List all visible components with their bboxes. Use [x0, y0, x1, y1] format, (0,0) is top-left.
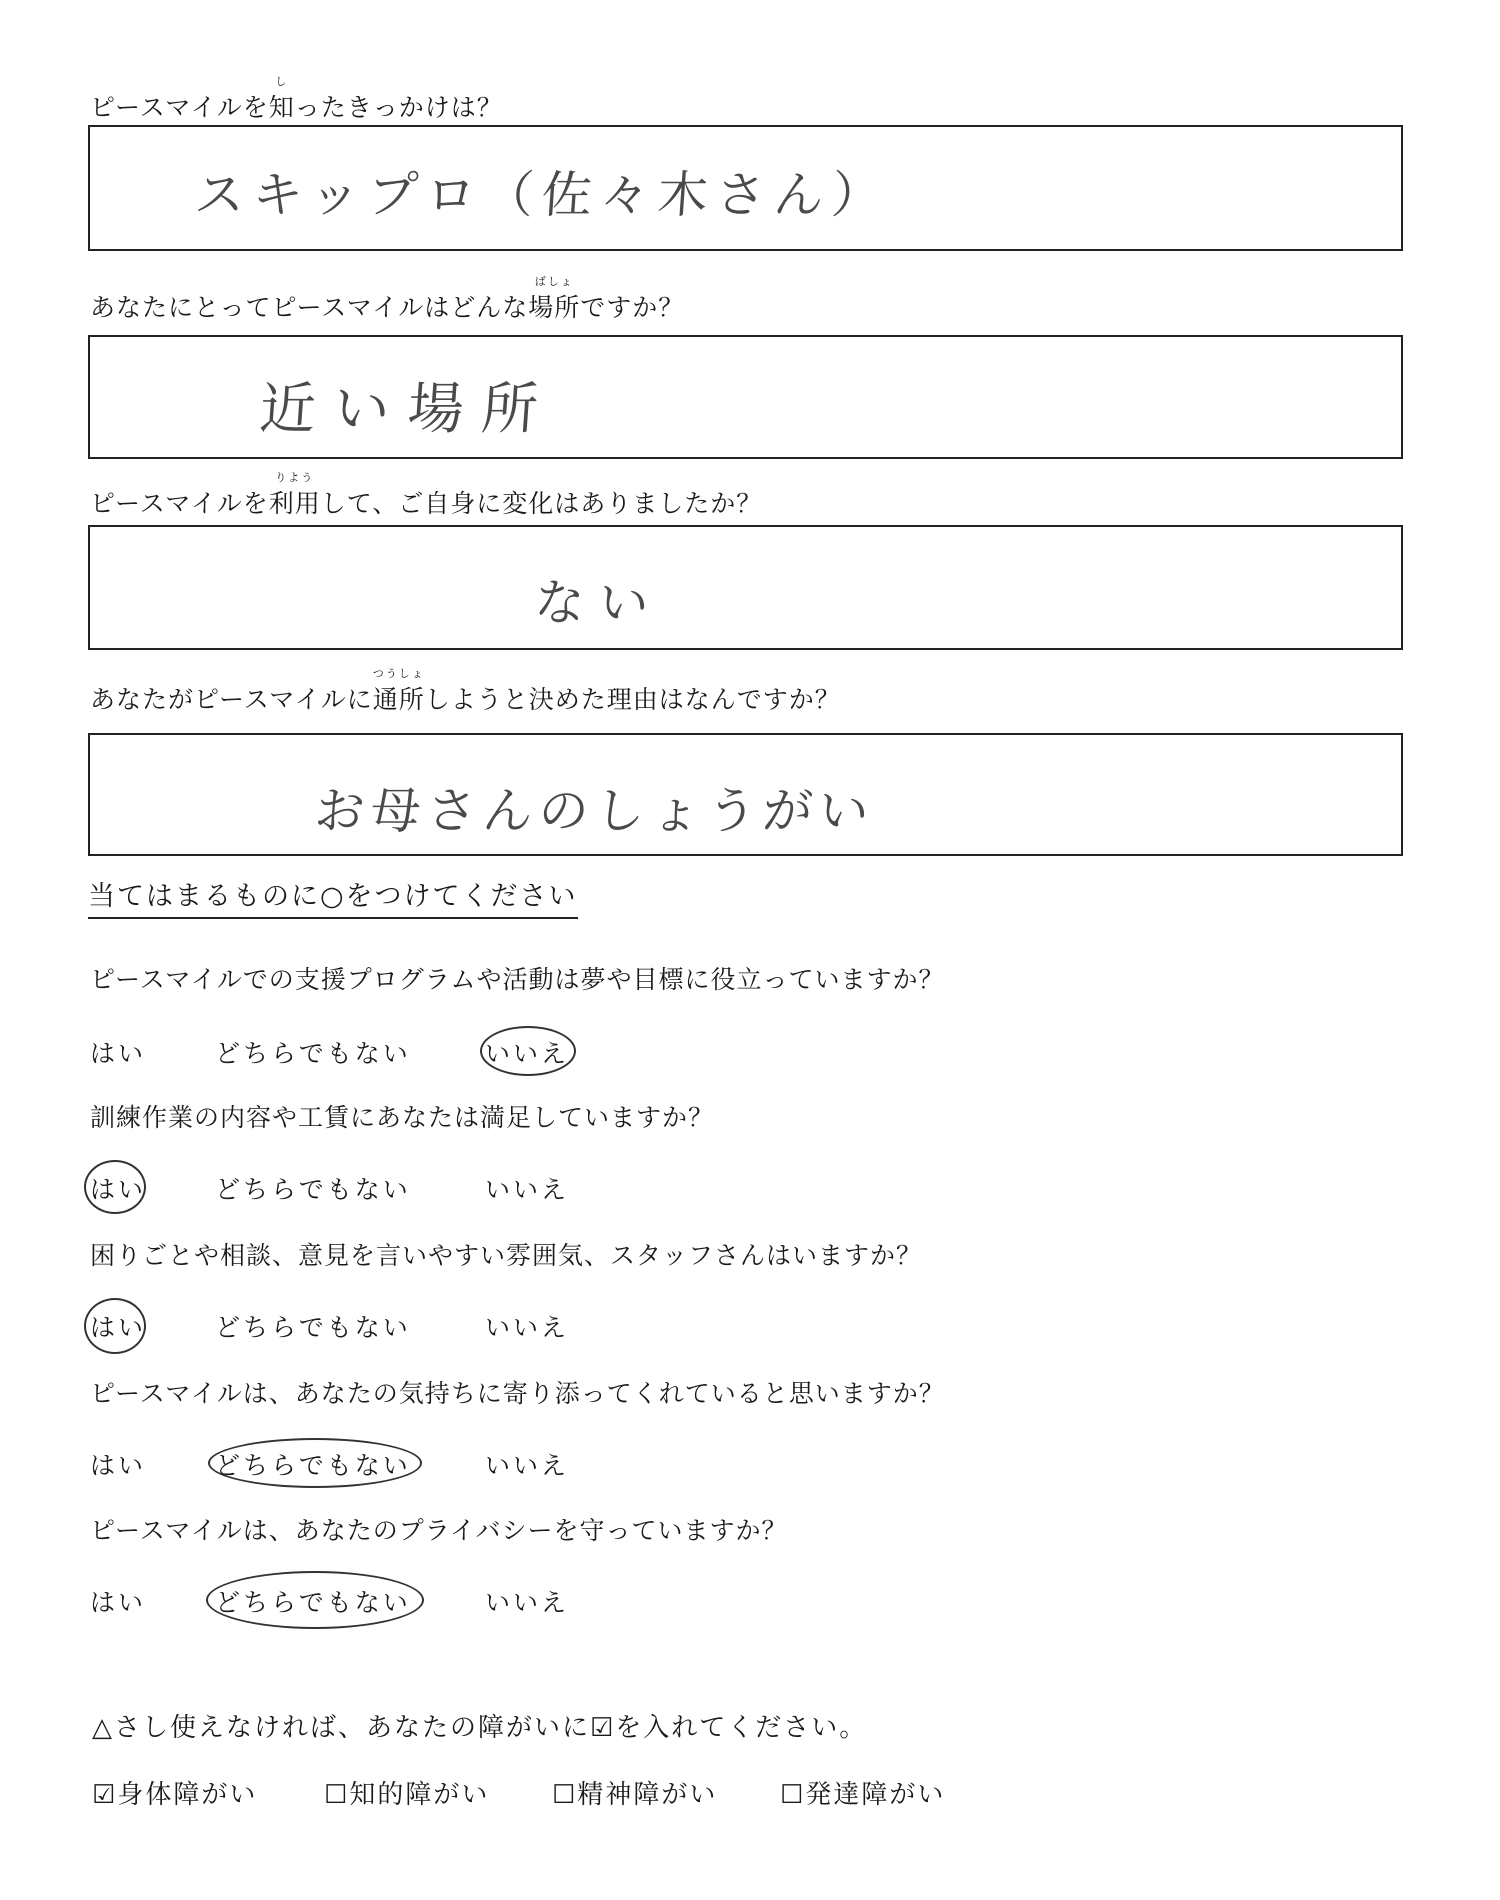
- checked-box-icon: ☑: [92, 1780, 118, 1810]
- option-neutral[interactable]: どちらでもない: [215, 1588, 411, 1617]
- option-neutral[interactable]: どちらでもない: [215, 1451, 411, 1480]
- handwritten-answer: スキップロ（佐々木さん）: [192, 166, 892, 224]
- choice-question-5: ピースマイルは、あなたのプライバシーを守っていますか？: [90, 1516, 788, 1545]
- furigana: りよう: [275, 471, 315, 484]
- furigana: ばしょ: [534, 275, 574, 288]
- empty-box-icon: ☐: [552, 1780, 578, 1810]
- section-instruction: 当てはまるものに○をつけてください: [88, 874, 578, 919]
- option-yes[interactable]: はい: [90, 1039, 147, 1068]
- answer-box-3[interactable]: [88, 525, 1403, 650]
- option-no[interactable]: いいえ: [485, 1451, 570, 1480]
- handwritten-answer: 近い場所: [257, 377, 558, 442]
- choice-question-4: ピースマイルは、あなたの気持ちに寄り添ってくれていると思いますか？: [90, 1379, 945, 1408]
- choice-question-2: 訓練作業の内容や工賃にあなたは満足していますか？: [90, 1103, 715, 1132]
- handwritten-answer: お母さんのしょうがい: [312, 782, 877, 840]
- question-2: あなたにとってピースマイルはどんな ばしょ 場所ですか？: [90, 275, 685, 322]
- option-yes[interactable]: はい: [90, 1313, 147, 1342]
- option-neutral[interactable]: どちらでもない: [215, 1039, 411, 1068]
- option-no[interactable]: いいえ: [485, 1588, 570, 1617]
- empty-box-icon: ☐: [780, 1780, 806, 1810]
- question-1: ピースマイルを し 知ったきっかけは？: [90, 75, 503, 122]
- question-3: ピースマイルを りよう 利用して、ご自身に変化はありましたか？: [90, 471, 763, 518]
- option-yes[interactable]: はい: [90, 1451, 147, 1480]
- furigana: つうしょ: [372, 667, 425, 680]
- option-no[interactable]: いいえ: [485, 1313, 570, 1342]
- disability-note: △さし使えなければ、あなたの障がいに☑を入れてください。: [92, 1713, 868, 1743]
- checkbox-intellectual[interactable]: ☐知的障がい: [324, 1780, 490, 1810]
- answer-box-2[interactable]: [88, 335, 1403, 459]
- option-neutral[interactable]: どちらでもない: [215, 1313, 411, 1342]
- handwritten-answer: ない: [532, 574, 665, 632]
- question-4: あなたがピースマイルに つうしょ 通所しようと決めた理由はなんですか？: [90, 667, 841, 714]
- checkbox-physical[interactable]: ☑身体障がい: [92, 1780, 258, 1810]
- checkbox-mental[interactable]: ☐精神障がい: [552, 1780, 718, 1810]
- option-no[interactable]: いいえ: [485, 1039, 570, 1068]
- answer-box-1[interactable]: [88, 125, 1403, 251]
- option-no[interactable]: いいえ: [485, 1175, 570, 1204]
- furigana: し: [275, 75, 289, 88]
- checkbox-developmental[interactable]: ☐発達障がい: [780, 1780, 946, 1810]
- option-neutral[interactable]: どちらでもない: [215, 1175, 411, 1204]
- choice-question-3: 困りごとや相談、意見を言いやすい雰囲気、スタッフさんはいますか？: [90, 1241, 923, 1270]
- option-yes[interactable]: はい: [90, 1588, 147, 1617]
- answer-box-4[interactable]: [88, 733, 1403, 856]
- option-yes[interactable]: はい: [90, 1175, 147, 1204]
- empty-box-icon: ☐: [324, 1780, 350, 1810]
- choice-question-1: ピースマイルでの支援プログラムや活動は夢や目標に役立っていますか？: [90, 965, 945, 994]
